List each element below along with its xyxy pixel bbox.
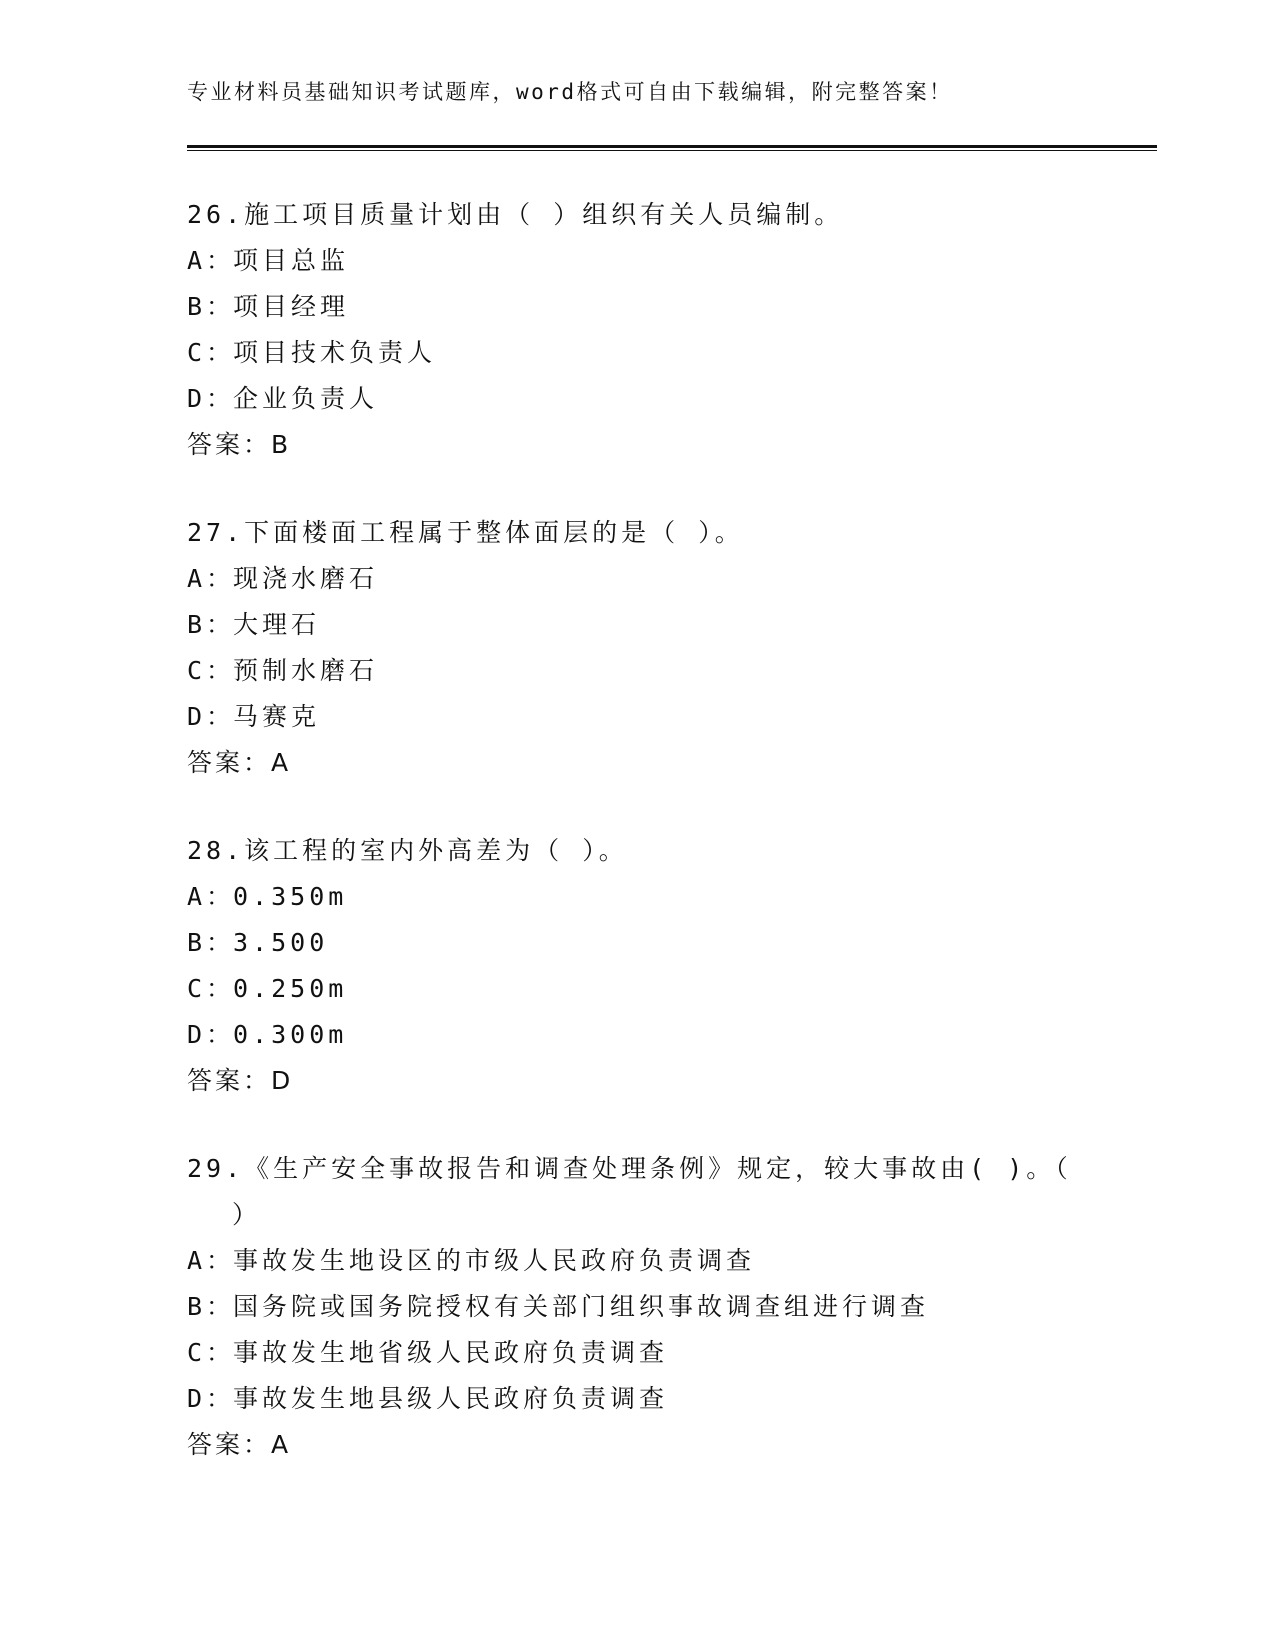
option-text: 大理石 (233, 610, 321, 639)
option-letter: D： (187, 384, 236, 413)
option-text: 马赛克 (233, 702, 321, 731)
option-letter: A： (187, 564, 236, 593)
question-stem: 28.该工程的室内外高差为（ ）。 (187, 836, 628, 865)
option-b (187, 284, 1087, 330)
question-28 (187, 828, 1087, 1104)
option-letter: A： (187, 246, 236, 275)
option-text: 0.350m (233, 882, 348, 911)
option-b (187, 602, 1087, 648)
option-letter: C： (187, 974, 236, 1003)
option-text: 企业负责人 (233, 384, 379, 413)
option-c (187, 966, 1087, 1012)
option-text: 项目经理 (233, 292, 350, 321)
option-c (187, 1330, 1087, 1376)
option-d (187, 694, 1087, 740)
option-b (187, 920, 1087, 966)
option-d (187, 1012, 1087, 1058)
option-text: 0.300m (233, 1020, 348, 1049)
option-text: 项目总监 (233, 246, 350, 275)
question-stem: 26.施工项目质量计划由（ ）组织有关人员编制。 (187, 200, 844, 229)
header-divider (187, 145, 1157, 151)
option-a (187, 556, 1087, 602)
question-stem-continuation: ） (232, 1200, 262, 1229)
answer: 答案：A (187, 748, 292, 777)
answer: 答案：D (187, 1066, 294, 1095)
option-letter: A： (187, 1246, 236, 1275)
option-letter: C： (187, 1338, 236, 1367)
option-c (187, 648, 1087, 694)
option-a (187, 238, 1087, 284)
option-d (187, 376, 1087, 422)
question-27 (187, 510, 1087, 786)
option-c (187, 330, 1087, 376)
option-b (187, 1284, 1087, 1330)
option-text: 现浇水磨石 (233, 564, 379, 593)
option-letter: D： (187, 1020, 236, 1049)
option-text: 0.250m (233, 974, 348, 1003)
answer: 答案：B (187, 430, 292, 459)
option-text: 国务院或国务院授权有关部门组织事故调查组进行调查 (233, 1292, 930, 1321)
option-letter: C： (187, 338, 236, 367)
option-text: 项目技术负责人 (233, 338, 437, 367)
option-a (187, 874, 1087, 920)
option-letter: D： (187, 1384, 236, 1413)
question-stem: 27.下面楼面工程属于整体面层的是（ ）。 (187, 518, 744, 547)
option-text: 事故发生地设区的市级人民政府负责调查 (233, 1246, 756, 1275)
option-text: 预制水磨石 (233, 656, 379, 685)
option-letter: C： (187, 656, 236, 685)
option-text: 3.500 (233, 928, 329, 957)
option-letter: D： (187, 702, 236, 731)
option-text: 事故发生地县级人民政府负责调查 (233, 1384, 669, 1413)
question-29 (187, 1146, 1087, 1468)
option-text: 事故发生地省级人民政府负责调查 (233, 1338, 669, 1367)
page-header: 专业材料员基础知识考试题库，word格式可自由下载编辑，附完整答案！ (187, 80, 953, 104)
option-letter: B： (187, 610, 236, 639)
option-letter: B： (187, 1292, 236, 1321)
option-letter: A： (187, 882, 236, 911)
option-d (187, 1376, 1087, 1422)
answer: 答案：A (187, 1430, 292, 1459)
option-letter: B： (187, 292, 236, 321)
question-stem: 29.《生产安全事故报告和调查处理条例》规定，较大事故由( )。（ (187, 1154, 1072, 1183)
option-a (187, 1238, 1087, 1284)
option-letter: B： (187, 928, 236, 957)
question-26 (187, 192, 1087, 468)
